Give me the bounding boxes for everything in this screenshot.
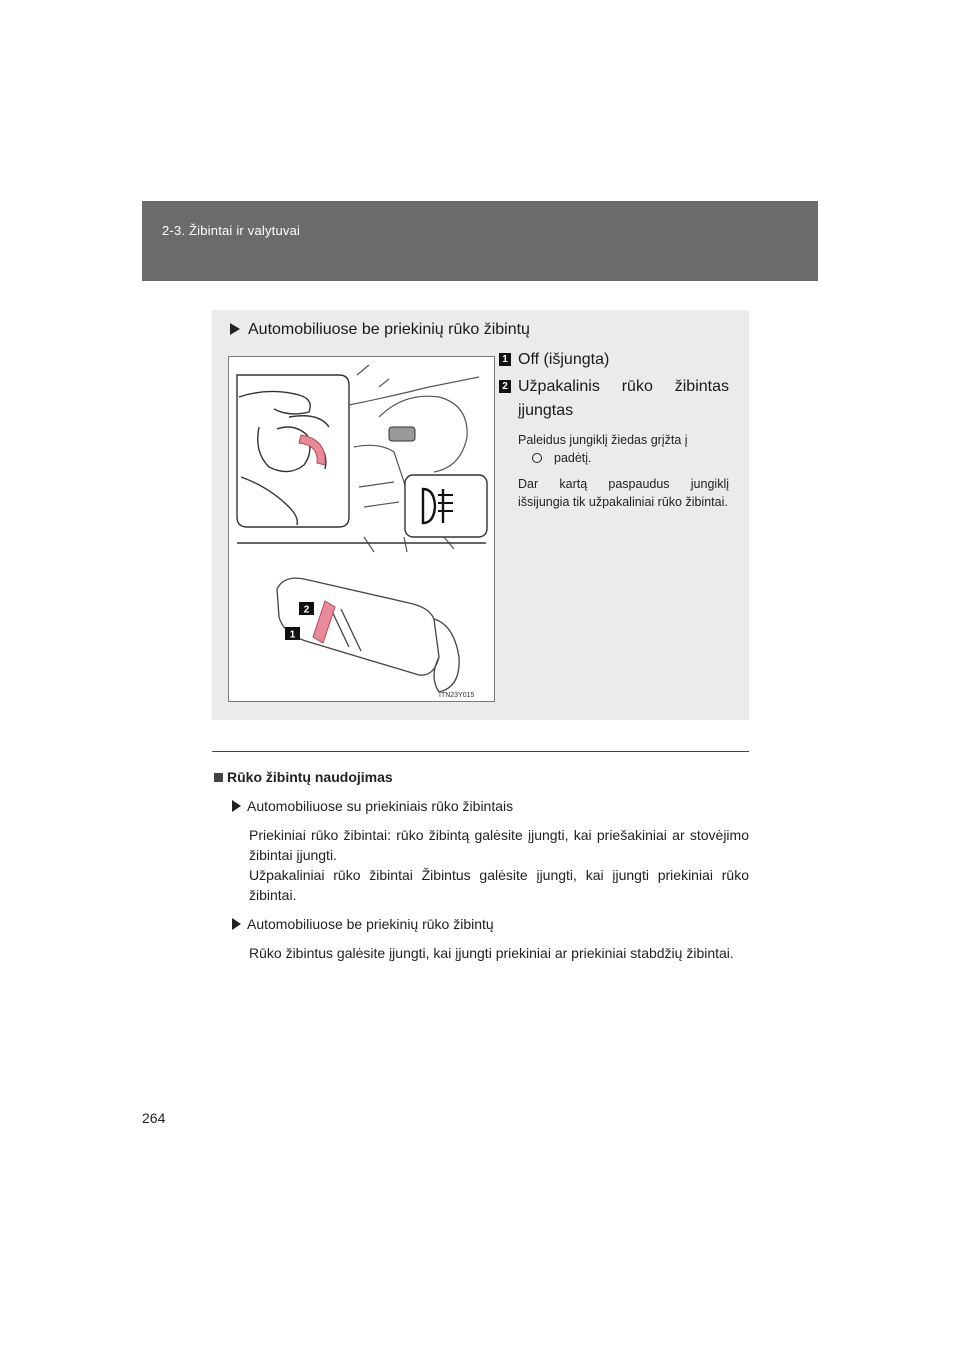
note-text-b: padėtį. xyxy=(554,451,592,465)
figure-label-1-text: 1 xyxy=(289,629,296,641)
panel-heading-text: Automobiliuose be priekinių rūko žibintų xyxy=(248,321,530,338)
fog-lamp-inset xyxy=(405,475,487,537)
section-rule xyxy=(212,751,749,752)
section-title: 2-3. Žibintai ir valytuvai xyxy=(162,223,301,238)
callout-item xyxy=(499,348,729,372)
callout-text: Užpakalinis rūko žibintas įjungtas xyxy=(518,378,729,419)
callout-list xyxy=(499,348,729,511)
fog-switch-drawing xyxy=(229,357,494,701)
paragraph-text: Priekiniai rūko žibintai: rūko žibintą galėsite įjungti, kai priešakiniai ar stovėjimo žibintai įjungti. xyxy=(249,827,749,863)
callout-item xyxy=(499,375,729,423)
note-text-a: Paleidus jungiklį žiedas grįžta į xyxy=(518,433,688,447)
list-item-label: Automobiliuose su priekiniais rūko žibintais xyxy=(247,798,514,814)
header-band xyxy=(142,201,818,281)
triangle-bullet-icon xyxy=(230,323,240,335)
switch-illustration xyxy=(228,356,495,702)
page-number: 264 xyxy=(142,1110,166,1126)
section-heading-text: Rūko žibintų naudojimas xyxy=(227,769,393,785)
paragraph: Rūko žibintus galėsite įjungti, kai įjungti priekiniai ar priekiniai stabdžių žibintai. xyxy=(249,945,734,961)
list-item xyxy=(232,914,749,934)
figure-code: ITN23Y015 xyxy=(439,692,475,699)
triangle-bullet-icon xyxy=(232,800,241,812)
stalk-drawing xyxy=(277,578,459,692)
callout-number-badge: 1 xyxy=(499,353,511,366)
figure-label-2-text: 2 xyxy=(303,604,310,616)
hand-inset xyxy=(237,375,349,527)
fog-light-panel xyxy=(212,310,749,720)
note-ring-returns xyxy=(518,431,729,467)
list-item xyxy=(232,796,749,816)
paragraph-text: Užpakaliniai rūko žibintai Žibintus galėsite įjungti, kai įjungti priekiniai rūko žibintai. xyxy=(249,867,749,903)
paragraph xyxy=(249,825,749,905)
triangle-bullet-icon xyxy=(232,918,241,930)
section-heading xyxy=(214,767,749,787)
o-position-icon xyxy=(532,453,542,463)
stalk-highlight xyxy=(389,427,415,441)
fog-usage-section xyxy=(212,767,749,963)
list-item-label: Automobiliuose be priekinių rūko žibintų xyxy=(247,916,494,932)
note-press-again: Dar kartą paspaudus jungiklį išsijungia tik užpakaliniai rūko žibintai. xyxy=(518,477,729,509)
press-arrow-icon xyxy=(313,601,335,643)
rotate-arrow-icon xyxy=(299,435,325,465)
panel-heading xyxy=(230,321,530,339)
callout-text: Off (išjungta) xyxy=(518,351,610,368)
square-bullet-icon xyxy=(214,773,223,782)
callout-number-badge: 2 xyxy=(499,380,511,393)
